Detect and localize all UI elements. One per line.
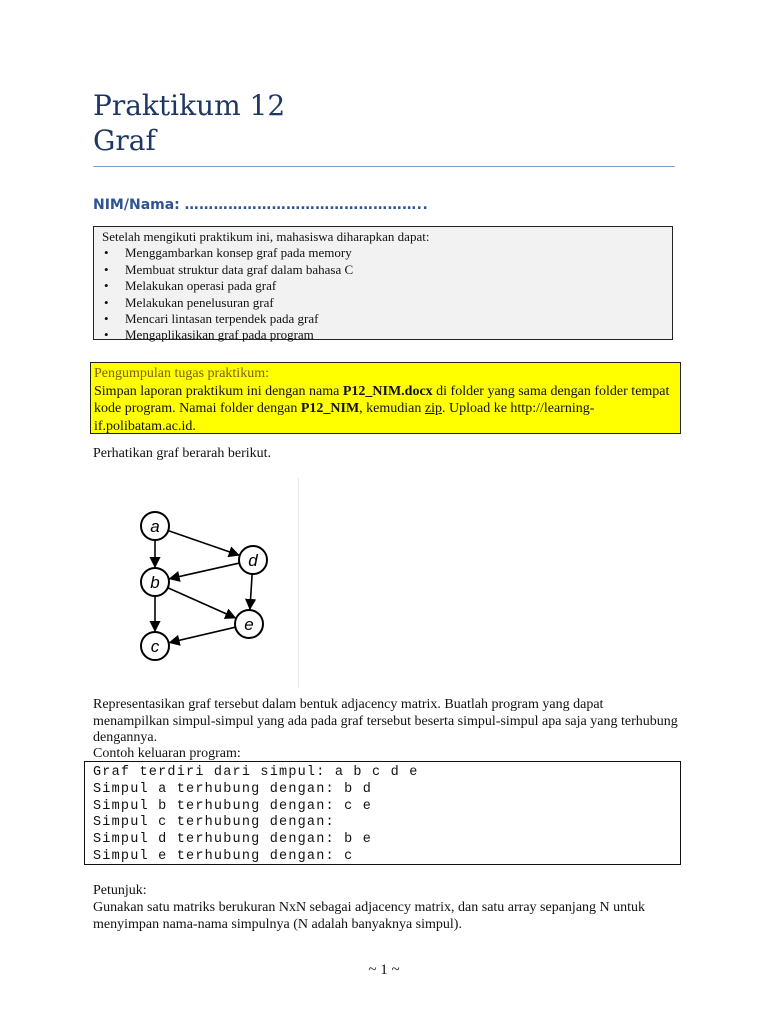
- edge-d-e: [250, 574, 252, 609]
- node-d: [239, 546, 267, 574]
- edge-e-c: [170, 627, 236, 642]
- task-text: Representasikan graf tersebut dalam bentuk adjacency matrix. Buatlah program yang dapat menampilkan simpul-simpul yang ada pada graf tersebut beserta simpul-simpul apa saja yang terhubung dengannya.: [93, 697, 678, 745]
- goal-item: • Membuat struktur data graf dalam bahasa C: [102, 262, 664, 278]
- edge-d-b: [170, 563, 240, 579]
- nim-name-field: [93, 197, 428, 213]
- submission-text: [94, 383, 677, 436]
- node-c: [141, 632, 169, 660]
- figure-divider: [298, 478, 299, 688]
- program-output-box: [84, 761, 681, 865]
- node-a: [141, 512, 169, 540]
- output-line: Graf terdiri dari simpul: a b c d e: [93, 765, 419, 780]
- node-b: [141, 568, 169, 596]
- output-line: Simpul b terhubung dengan: c e: [93, 798, 373, 814]
- output-line: Simpul c terhubung dengan:: [93, 815, 335, 831]
- directed-graph-figure: [115, 478, 300, 688]
- node-label-d: d: [248, 551, 258, 570]
- title-underline: [93, 166, 675, 167]
- example-label: Contoh keluaran program:: [93, 746, 241, 761]
- submission-text-3: , kemudian: [359, 401, 425, 416]
- edge-a-d: [168, 531, 239, 555]
- node-label-e: e: [244, 615, 254, 634]
- submission-box: [90, 362, 681, 434]
- output-line: Simpul a terhubung dengan: b d: [93, 781, 373, 797]
- output-line: Simpul e terhubung dengan: c: [93, 848, 354, 864]
- output-line: Simpul d terhubung dengan: b e: [93, 832, 373, 848]
- page-title: [93, 88, 285, 158]
- nim-dots: …………………………………………..: [184, 197, 429, 213]
- page-number: ~ 1 ~: [368, 962, 400, 978]
- folder-name: P12_NIM: [300, 401, 360, 416]
- goals-intro: Setelah mengikuti praktikum ini, mahasiswa diharapkan dapat:: [102, 229, 430, 244]
- nim-label: NIM/Nama: [93, 197, 175, 213]
- nim-separator: :: [174, 197, 185, 213]
- zip-text: zip: [424, 401, 442, 416]
- report-filename: P12_NIM.docx: [342, 383, 433, 399]
- graph-intro-text: Perhatikan graf berarah berikut.: [93, 446, 272, 461]
- node-label-b: b: [150, 573, 160, 592]
- title-line-2: Graf: [93, 124, 156, 157]
- node-label-a: a: [150, 517, 160, 536]
- submission-title: Pengumpulan tugas praktikum:: [94, 366, 269, 381]
- goal-item: • Melakukan operasi pada graf: [102, 278, 664, 294]
- node-e: [235, 610, 263, 638]
- goal-item: • Mengaplikasikan graf pada program: [102, 327, 664, 343]
- node-label-c: c: [150, 637, 160, 656]
- title-line-1: Praktikum 12: [93, 89, 286, 122]
- directed-graph: [115, 478, 300, 688]
- hint-label: Petunjuk:: [93, 883, 147, 898]
- goals-list: [102, 245, 664, 343]
- submission-text-2: di folder yang sama dengan folder tempat kode program. Namai folder dengan: [94, 383, 670, 416]
- submission-text-1: Simpan laporan praktikum ini dengan nama: [94, 383, 343, 399]
- goal-item: • Mencari lintasan terpendek pada graf: [102, 311, 664, 327]
- goal-item: • Menggambarkan konsep graf pada memory: [102, 245, 664, 261]
- learning-goals-box: [93, 226, 673, 343]
- submission-text-4: . Upload ke http://learning-if.polibatam.ac.id.: [94, 401, 595, 434]
- hint-text: Gunakan satu matriks berukuran NxN sebagai adjacency matrix, dan satu array sepanjang N untuk menyimpan nama-nama simpulnya (N adalah banyaknya simpul).: [93, 900, 646, 932]
- goal-item: • Melakukan penelusuran graf: [102, 295, 664, 311]
- edge-b-e: [168, 588, 236, 618]
